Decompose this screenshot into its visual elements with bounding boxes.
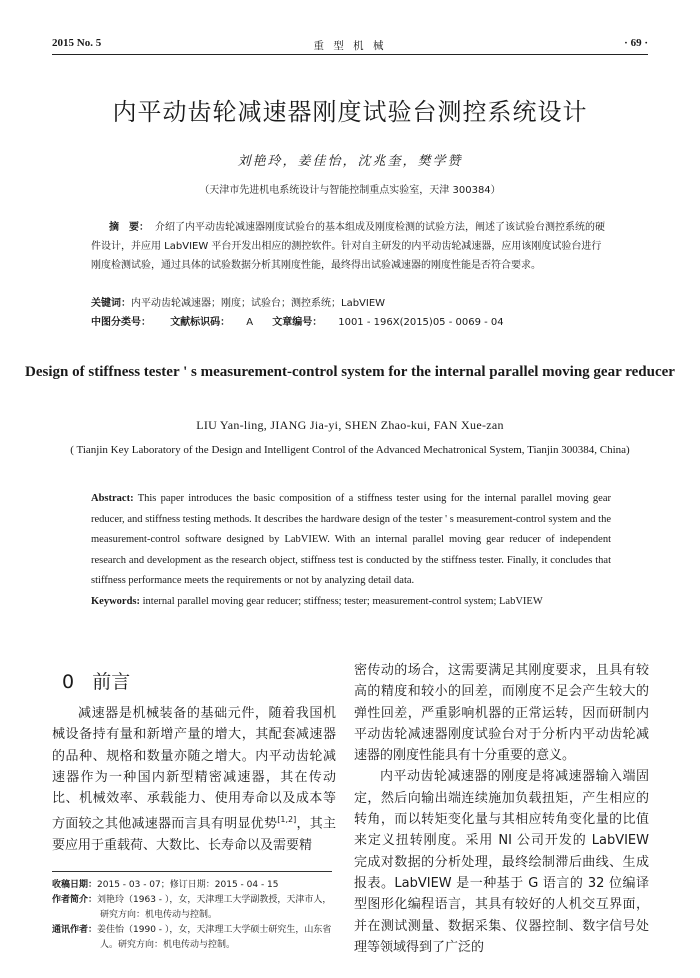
page-number: · 69 · xyxy=(624,37,648,49)
classification-line xyxy=(91,313,611,332)
body-text: ，其主要应用于重载荷、大数比、长寿命以及需要精 xyxy=(52,816,336,854)
abstract-cn xyxy=(91,218,611,275)
keywords-cn xyxy=(91,294,611,313)
footnote-dates xyxy=(52,878,337,893)
footnote-author xyxy=(52,893,337,923)
footnote-text: 刘艳玲（1963 - ），女，天津理工大学副教授，天津市人，研究方向：机电传动与控制。 xyxy=(97,895,332,920)
keywords-en-label: Keywords: xyxy=(91,596,140,607)
keywords-cn-label: 关键词： xyxy=(91,298,131,309)
article-number-label: 文章编号： xyxy=(272,317,323,328)
affiliation-cn: （天津市先进机电系统设计与智能控制重点实验室，天津 300384） xyxy=(199,185,501,196)
authors-cn: 刘艳玲，姜佳怡，沈兆奎，樊学赞 xyxy=(237,154,463,169)
section-title: 前言 xyxy=(92,671,131,693)
section-number: 0 xyxy=(62,671,75,693)
footnote-rule xyxy=(52,871,332,872)
paper-title-cn: 内平动齿轮减速器刚度试验台测控系统设计 xyxy=(112,98,588,126)
keywords-cn-text: 内平动齿轮减速器；刚度；试验台；测控系统；LabVIEW xyxy=(131,298,386,309)
body-right-column xyxy=(354,660,649,958)
journal-issue: 2015 No. 5 xyxy=(52,37,102,49)
footnote-label: 作者简介： xyxy=(52,895,98,905)
footnote-label: 通讯作者： xyxy=(52,925,98,935)
abstract-cn-label: 摘 要： xyxy=(109,222,149,233)
journal-name: 重 型 机 械 xyxy=(313,40,387,52)
article-number-value: 1001 - 196X(2015)05 - 0069 - 04 xyxy=(338,317,504,328)
header-rule xyxy=(52,54,648,55)
body-text: 减速器是机械装备的基础元件，随着我国机械设备持有量和新增产量的增大，其配套减速器的品种、规格和数量亦随之增大。内平动齿轮减速器作为一种国内新型精密减速器，其在传动比、机械效率、承载能力、使用寿命以及成本等方面较之其他减速器而言具有明显优势 xyxy=(52,706,336,832)
abstract-cn-text: 介绍了内平动齿轮减速器刚度试验台的基本组成及刚度检测的试验方法，阐述了该试验台测控系统的硬件设计，并应用 LabVIEW 平台开发出相应的测控软件。针对自主研发的内平动齿轮减速器，应用该刚度试验台进行刚度检测试验，通过具体的试验数据分析其刚度性能，最终得出试验减速器的刚度性能是否符合要求。 xyxy=(91,222,605,271)
clc-label: 中图分类号： xyxy=(91,317,151,328)
keywords-en-text: internal parallel moving gear reducer; stiffness; tester; measurement-control system; LabVIEW xyxy=(142,596,543,607)
authors-en: LIU Yan-ling, JIANG Jia-yi, SHEN Zhao-kui, FAN Xue-zan xyxy=(196,418,504,432)
footnotes xyxy=(52,878,337,953)
paper-title-en: Design of stiffness tester ' s measurement-control system for the internal parallel moving gear reducer xyxy=(25,364,675,380)
citation: [1,2] xyxy=(277,815,297,825)
body-left-column xyxy=(52,703,336,856)
affiliation-en: ( Tianjin Key Laboratory of the Design and Intelligent Control of the Advanced Mechatronical System, Tianjin 300384, China) xyxy=(70,444,630,456)
section-heading xyxy=(62,667,130,694)
abstract-en xyxy=(91,489,611,592)
abstract-en-text: This paper introduces the basic composition of a stiffness tester using for the internal parallel moving gear reducer, and stiffness testing methods. It describes the hardware design of the tester ' s measurement-control system and the measurement-control software designed by LabVIEW. With an internal parallel moving gear reducer of independent research and development as the research object, stiffness test is conducted by the stiffness tester. Finally, it concludes that stiffness performance meets the requirements or not by analyzing detail data. xyxy=(91,493,611,586)
footnote-text: 姜佳怡（1990 - ），女，天津理工大学硕士研究生，山东省人。研究方向：机电传动与控制。 xyxy=(97,925,332,950)
body-paragraph xyxy=(52,703,336,856)
doc-code-label: 文献标识码： xyxy=(170,317,231,328)
footnote-corresponding xyxy=(52,923,337,953)
body-paragraph: 内平动齿轮减速器的刚度是将减速器输入端固定，然后向输出端连续施加负载扭矩，产生相应的转角，而以转矩变化量与其相应转角变化量的比值来定义扭转刚度。采用 NI 公司开发的 LabVIEW 完成对数据的分析处理，最终绘制滞后曲线、生成报表。LabVIEW 是一种基于 G 语言的 32 位编译型图形化编程语言，其具有较好的人机交互界面，并在测试测量、数据采集、仪器控制、数字信号处理等领域得到了广泛的 xyxy=(354,769,649,955)
footnote-text: 2015 - 03 - 07；修订日期：2015 - 04 - 15 xyxy=(97,880,279,890)
body-paragraph: 密传动的场合，这需要满足其刚度要求，且具有较高的精度和较小的回差，而刚度不足会产生较大的弹性回差，严重影响机器的正常运转，因而研制内平动齿轮减速器刚度试验台对于分析内平动齿轮减速器的刚度性能具有十分重要的意义。 xyxy=(354,663,649,764)
abstract-en-label: Abstract: xyxy=(91,493,134,504)
doc-code-value: A xyxy=(246,317,254,328)
footnote-label: 收稿日期： xyxy=(52,880,98,890)
keywords-en xyxy=(91,592,611,613)
